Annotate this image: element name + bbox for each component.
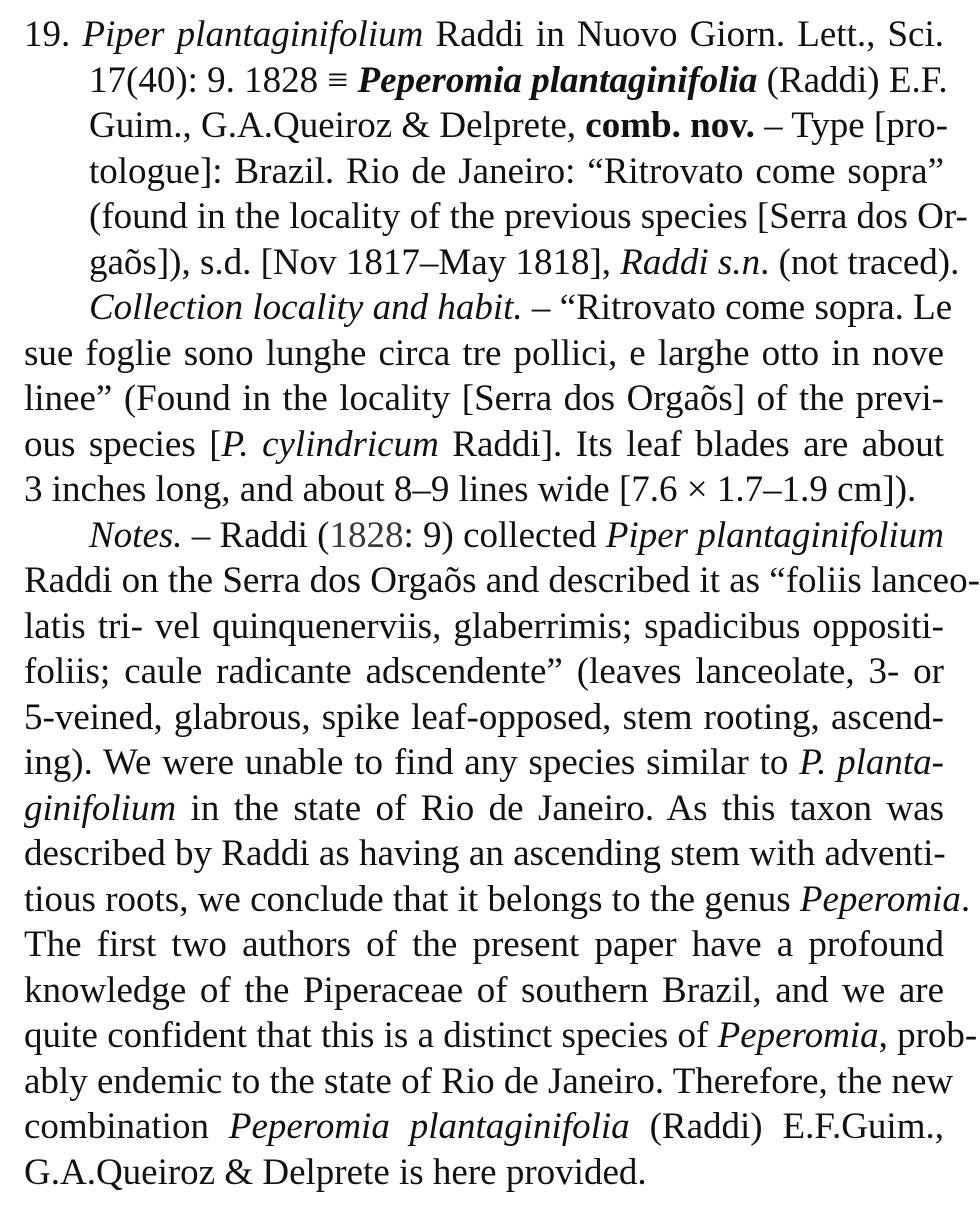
text-run: linee” (Found in the locality [Serra dos Orgaõs] of the previ- <box>24 378 944 419</box>
collection-line <box>24 422 944 468</box>
text-run: in the state of Rio de Janeiro. As this taxon was <box>176 787 944 829</box>
text-run: The first two authors of the present paper have a profound <box>24 924 944 965</box>
text-run: Raddi]. Its leaf blades are about <box>438 423 944 465</box>
text-run: foliis; caule radicante adscendente” (leaves lanceolate, 3- or <box>24 651 944 692</box>
text-run: Raddi in Nuovo Giorn. Lett., Sci. <box>423 14 944 55</box>
text-run: sue foglie sono lunghe circa tre pollici, e larghe otto in nove <box>24 332 944 374</box>
text-run: tologue]: Brazil. Rio de Janeiro: “Ritrovato come sopra” <box>89 150 944 192</box>
text-run: Notes. <box>89 514 183 556</box>
entry-line <box>24 194 968 240</box>
entry-line-1 <box>24 12 944 58</box>
text-run: (Raddi) E.F. <box>757 59 948 101</box>
text-run: Peperomia <box>799 878 961 920</box>
notes-line <box>24 786 944 832</box>
text-run: Peperomia plantaginifolia <box>228 1106 630 1147</box>
text-run: 17(40): 9. 1828 ≡ <box>89 59 358 101</box>
entry-line <box>24 240 960 286</box>
text-run: ous species [ <box>24 423 222 465</box>
collection-line <box>24 285 953 331</box>
text-run: – Type [pro- <box>754 105 948 146</box>
entry-line <box>24 149 944 195</box>
text-run: latis tri- vel quinquenerviis, glaberrimis; spadicibus oppositi- <box>24 605 944 647</box>
text-run: 5-veined, glabrous, spike leaf-opposed, stem rooting, ascend- <box>24 696 944 738</box>
entry-number: 19. <box>24 14 71 55</box>
notes-line <box>24 1104 944 1150</box>
notes-line <box>24 604 944 650</box>
text-run: described by Raddi as having an ascending stem with adventi- <box>24 833 946 874</box>
collection-line <box>24 467 944 513</box>
text-run: ing). We were unable to find any species similar to <box>24 742 800 783</box>
text-run: : 9) collected <box>403 514 606 556</box>
notes-line <box>24 877 971 923</box>
collection-line <box>24 376 944 422</box>
notes-line <box>24 649 944 695</box>
text-run: – Raddi ( <box>182 514 330 556</box>
text-run: Raddi s.n <box>620 241 761 283</box>
text-run: Peperomia <box>717 1015 879 1056</box>
text-run: Guim., G.A.Queiroz & Delprete, <box>89 105 586 146</box>
text-run: quite confident that this is a distinct species of <box>24 1015 718 1056</box>
text-run <box>70 14 82 55</box>
text-run: ginifolium <box>24 787 177 829</box>
notes-paragraph <box>24 513 980 1196</box>
text-run: 3 inches long, and about 8–9 lines wide [7.6 × 1.7–1.9 cm]). <box>24 469 917 510</box>
text-run: comb. nov. <box>585 105 755 146</box>
text-run: combination <box>24 1106 229 1147</box>
text-run: knowledge of the Piperaceae of southern Brazil, and we are <box>24 969 944 1011</box>
text-run: G.A.Queiroz & Delprete is here provided. <box>24 1151 647 1193</box>
text-run: P. cylindricum <box>221 423 439 465</box>
notes-line <box>24 968 944 1014</box>
notes-line <box>24 740 944 786</box>
text-run: P. planta- <box>799 742 944 783</box>
text-run: tious roots, we conclude that it belongs to the genus <box>24 878 800 920</box>
entry-line <box>24 103 948 149</box>
text-run: Piper plantaginifolium <box>605 514 945 556</box>
collection-paragraph <box>24 285 953 513</box>
text-run: . (not traced). <box>760 241 960 283</box>
text-run: , prob- <box>878 1015 978 1056</box>
species-entry <box>24 12 968 285</box>
entry-line <box>24 58 948 104</box>
text-run: Peperomia plantaginifolia <box>357 59 758 101</box>
text-run: gaõs]), s.d. [Nov 1817–May 1818], <box>89 241 621 283</box>
citation-year: 1828 <box>329 514 404 556</box>
text-run: Raddi on the Serra dos Orgaõs and described it as “foliis lanceo- <box>24 560 980 601</box>
notes-line <box>24 558 980 604</box>
text-run: (Raddi) E.F.Guim., <box>629 1106 944 1147</box>
text-run: ably endemic to the state of Rio de Janeiro. Therefore, the new <box>24 1060 954 1102</box>
notes-line <box>24 1013 978 1059</box>
text-run: – “Ritrovato come sopra. Le <box>522 287 953 328</box>
notes-line <box>24 513 944 559</box>
notes-line <box>24 831 944 877</box>
text-run: . <box>960 878 971 920</box>
text-run: Collection locality and habit. <box>89 287 523 328</box>
collection-line <box>24 331 944 377</box>
text-run: Piper plantaginifolium <box>82 14 424 55</box>
notes-line <box>24 922 944 968</box>
notes-line <box>24 1150 944 1196</box>
text-run: (found in the locality of the previous species [Serra dos Or- <box>89 196 968 237</box>
notes-line <box>24 1059 954 1105</box>
notes-line <box>24 695 944 741</box>
